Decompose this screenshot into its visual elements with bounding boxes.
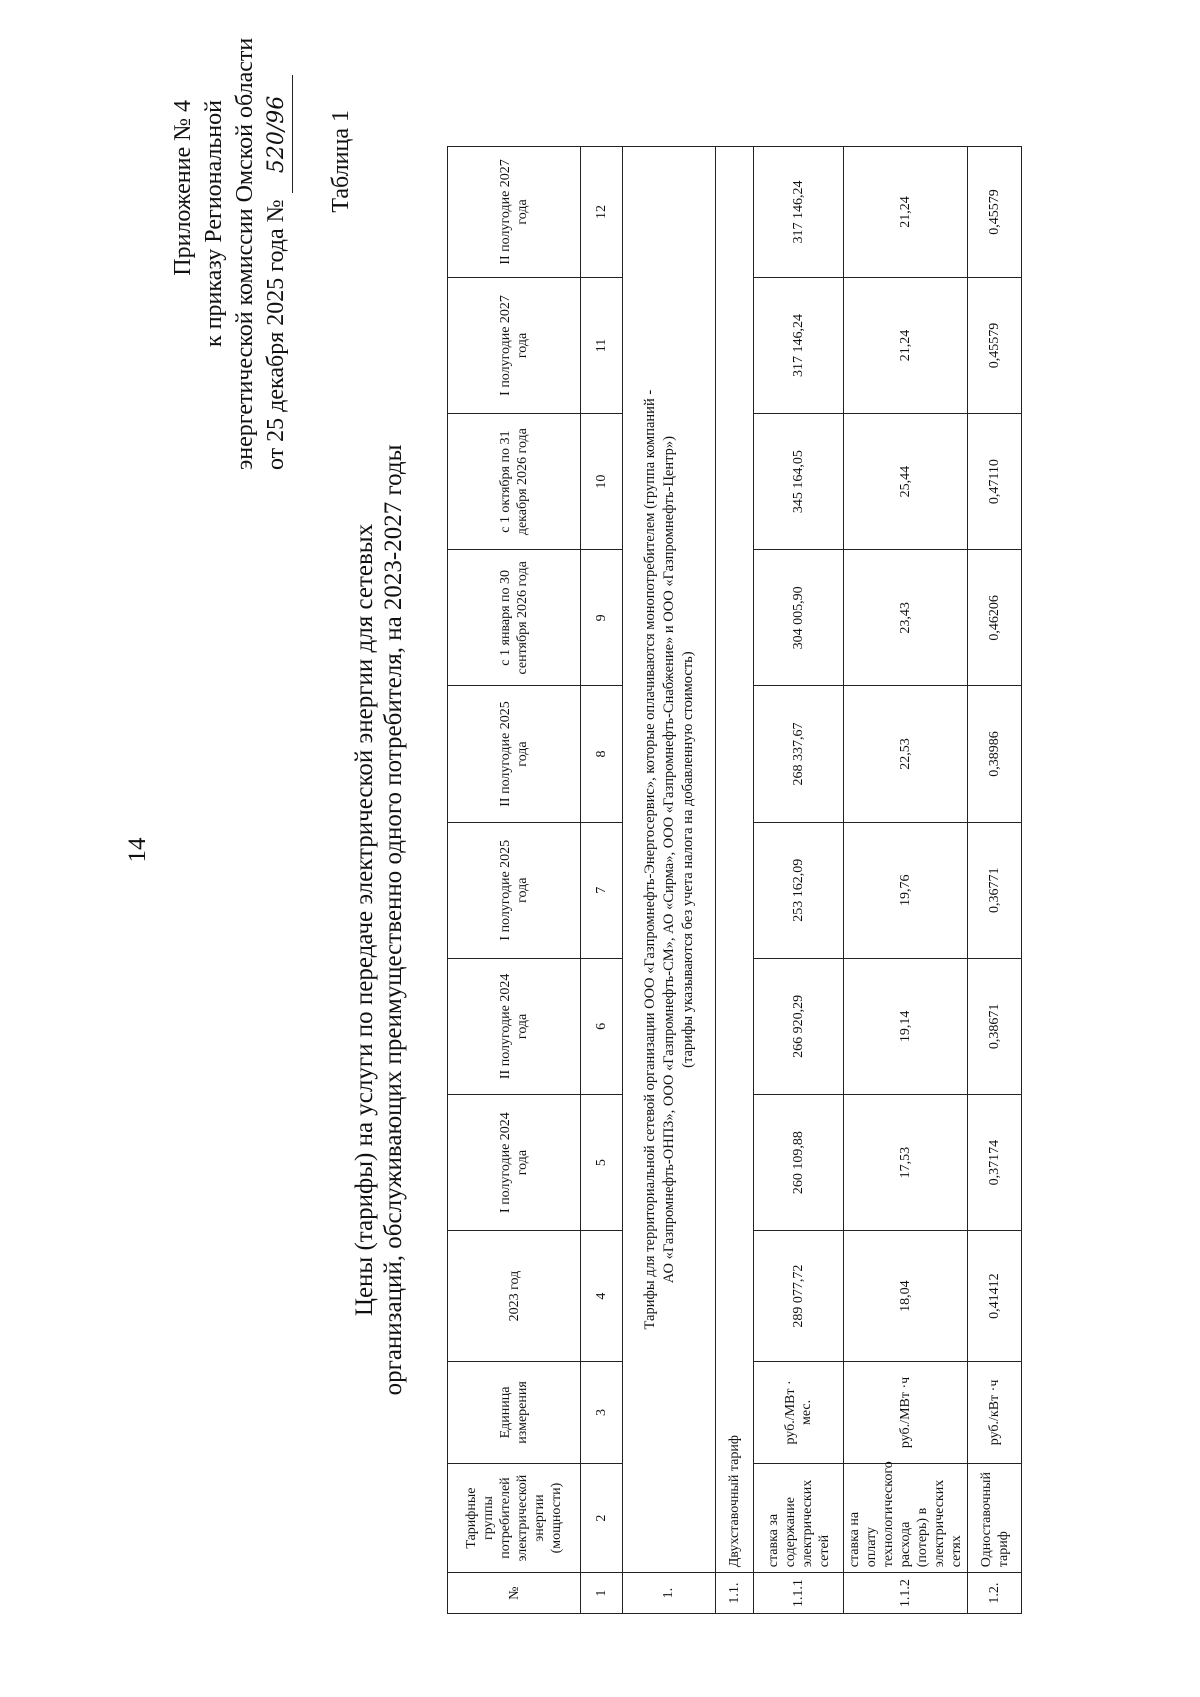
- row-value: 266 920,29: [754, 958, 844, 1094]
- rotated-landscape-content: [0, 37, 1200, 1650]
- row-value: 317 146,24: [754, 147, 844, 278]
- row-value: 21,24: [844, 147, 968, 278]
- column-number: 1: [581, 1573, 623, 1614]
- column-number: 7: [581, 822, 623, 958]
- row-value: 21,24: [844, 277, 968, 413]
- column-number: 9: [581, 550, 623, 686]
- column-number: 12: [581, 147, 623, 278]
- row-unit: руб./МВт · мес.: [754, 1362, 844, 1464]
- row-name: ставка за содержание электрических сетей: [754, 1463, 844, 1572]
- section-line-2: АО «Газпромнефть-ОНПЗ», ООО «Газпромнефть-СМ», АО «Сирма», ООО «Газпромнефть-Снабжение» и ООО «Газпромнефть-Центр»): [660, 436, 677, 1284]
- document-title: [350, 400, 408, 1440]
- section-number: 1.: [623, 1573, 716, 1614]
- table-label: Таблица 1: [328, 110, 354, 213]
- column-number: 8: [581, 686, 623, 822]
- header-cell: I полугодие 2027 года: [448, 277, 581, 413]
- column-number: 10: [581, 414, 623, 550]
- row-value: 253 162,09: [754, 822, 844, 958]
- row-value: 0,45579: [968, 147, 1022, 278]
- table-row: [754, 147, 844, 1614]
- row-name: Одноставочный тариф: [968, 1463, 1022, 1572]
- row-value: 260 109,88: [754, 1094, 844, 1230]
- appendix-line-4: [261, 95, 293, 470]
- column-number: 2: [581, 1463, 623, 1572]
- section-line-3: (тарифы указываются без учета налога на добавленную стоимость): [679, 651, 696, 1068]
- section-description: [623, 147, 716, 1573]
- row-number: 1.2.: [968, 1573, 1022, 1614]
- row-value: 19,76: [844, 822, 968, 958]
- header-cell: с 1 января по 30 сентября 2026 года: [448, 550, 581, 686]
- row-unit: руб./МВт ·ч: [844, 1362, 968, 1464]
- table-row: [968, 147, 1022, 1614]
- appendix-line-1: Приложение № 4: [170, 100, 196, 276]
- column-number: 11: [581, 277, 623, 413]
- row-value: 317 146,24: [754, 277, 844, 413]
- appendix-line-3: энергетической комиссии Омской области: [232, 37, 258, 470]
- row-value: 18,04: [844, 1231, 968, 1362]
- header-cell: II полугодие 2024 года: [448, 958, 581, 1094]
- column-number: 6: [581, 958, 623, 1094]
- row-number: 1.1.2: [844, 1573, 968, 1614]
- appendix-line-2: к приказу Региональной: [201, 100, 227, 347]
- header-cell: с 1 октября по 31 декабря 2026 года: [448, 414, 581, 550]
- appendix-block: [168, 37, 293, 470]
- row-number: 1.1.1: [754, 1573, 844, 1614]
- header-cell: Тарифные группы потребителей электрической энергии (мощности): [448, 1463, 581, 1572]
- row-value: 0,36771: [968, 822, 1022, 958]
- row-value: 25,44: [844, 414, 968, 550]
- header-cell: II полугодие 2027 года: [448, 147, 581, 278]
- section-line-1: Тарифы для территориальной сетевой организации ООО «Газпромнефть-Энергосервис», которые оплачиваются монопотребителем (группа компаний -: [641, 389, 658, 1330]
- column-number: 4: [581, 1231, 623, 1362]
- column-number: 3: [581, 1362, 623, 1464]
- header-cell: I полугодие 2024 года: [448, 1094, 581, 1230]
- row-value: 22,53: [844, 686, 968, 822]
- row-name: ставка на оплату технологического расхода (потерь) в электрических сетях: [844, 1463, 968, 1572]
- row-value: 0,38671: [968, 958, 1022, 1094]
- handwritten-order-number: 520/96: [261, 75, 293, 193]
- row-value: 17,53: [844, 1094, 968, 1230]
- section-row: [623, 147, 716, 1614]
- title-line-2: организаций, обслуживающих преимущественно одного потребителя, на 2023-2027 годы: [380, 444, 407, 1396]
- row-value: 19,14: [844, 958, 968, 1094]
- column-number: 5: [581, 1094, 623, 1230]
- header-cell: 2023 год: [448, 1231, 581, 1362]
- row-value: 268 337,67: [754, 686, 844, 822]
- table-header-row: [448, 147, 581, 1614]
- appendix-date-prefix: от 25 декабря 2025 года №: [263, 199, 289, 470]
- row-value: 0,46206: [968, 550, 1022, 686]
- row-value: 0,37174: [968, 1094, 1022, 1230]
- row-value: 304 005,90: [754, 550, 844, 686]
- subsection-number: 1.1.: [716, 1573, 754, 1614]
- row-value: 0,45579: [968, 277, 1022, 413]
- row-value: 23,43: [844, 550, 968, 686]
- table-row: [844, 147, 968, 1614]
- title-line-1: Цены (тарифы) на услуги по передаче электрической энергии для сетевых: [351, 523, 378, 1317]
- header-cell: Единица измерения: [448, 1362, 581, 1464]
- page-number: 14: [124, 837, 151, 863]
- row-value: 0,38986: [968, 686, 1022, 822]
- subsection-row: [716, 147, 754, 1614]
- column-number-row: [581, 147, 623, 1614]
- row-value: 289 077,72: [754, 1231, 844, 1362]
- row-value: 345 164,05: [754, 414, 844, 550]
- header-cell: II полугодие 2025 года: [448, 686, 581, 822]
- header-cell: №: [448, 1573, 581, 1614]
- tariff-table: [447, 146, 1022, 1614]
- row-value: 0,47110: [968, 414, 1022, 550]
- header-cell: I полугодие 2025 года: [448, 822, 581, 958]
- subsection-label: Двухставочный тариф: [716, 147, 754, 1573]
- row-unit: руб./кВт ·ч: [968, 1362, 1022, 1464]
- row-value: 0,41412: [968, 1231, 1022, 1362]
